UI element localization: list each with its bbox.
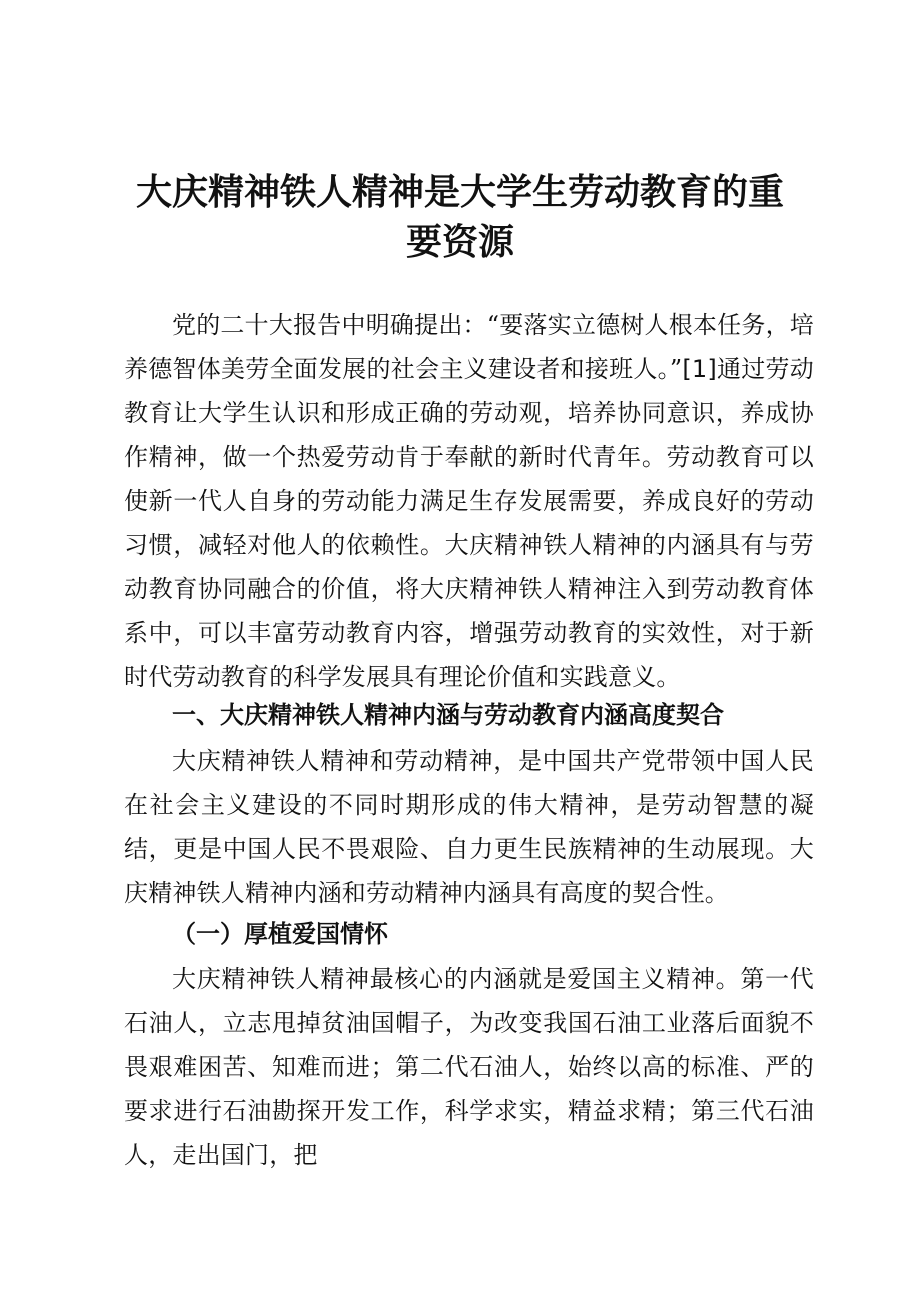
intro-quote-text: 党的二十大报告中明确提出：“要落实立德树人根本任务，培养德智体美劳全面发展的社会主义建设者和接班人。” <box>124 311 814 383</box>
citation-reference: [1] <box>682 355 717 383</box>
subsection-heading-1: （一）厚植爱国情怀 <box>172 919 388 948</box>
document-title: 大庆精神铁人精神是大学生劳动教育的重要资源 <box>135 172 784 263</box>
intro-body-text: 通过劳动教育让大学生认识和形成正确的劳动观，培养协同意识，养成协作精神，做一个热爱劳动肯于奉献的新时代青年。劳动教育可以使新一代人自身的劳动能力满足生存发展需要，养成良好的劳动习惯，减轻对他人的依赖性。大庆精神铁人精神的内涵具有与劳动教育协同融合的价值，将大庆精神铁人精神注入到劳动教育体系中，可以丰富劳动教育内容，增强劳动教育的实效性，对于新时代劳动教育的科学发展具有理论价值和实践意义。 <box>124 355 814 691</box>
section-1-paragraph: 大庆精神铁人精神和劳动精神，是中国共产党带领中国人民在社会主义建设的不同时期形成的伟大精神，是劳动智慧的凝结，更是中国人民不畏艰险、自力更生民族精神的生动展现。大庆精神铁人精神内涵和劳动精神内涵具有高度的契合性。 <box>124 747 814 907</box>
intro-paragraph <box>124 303 814 699</box>
subsection-1-paragraph: 大庆精神铁人精神最核心的内涵就是爱国主义精神。第一代石油人，立志甩掉贫油国帽子，为改变我国石油工业落后面貌不畏艰难困苦、知难而进；第二代石油人，始终以高的标准、严的要求进行石油勘探开发工作，科学求实，精益求精；第三代石油人，走出国门，把 <box>124 965 814 1169</box>
section-heading-1: 一、大庆精神铁人精神内涵与劳动教育内涵高度契合 <box>172 701 724 729</box>
